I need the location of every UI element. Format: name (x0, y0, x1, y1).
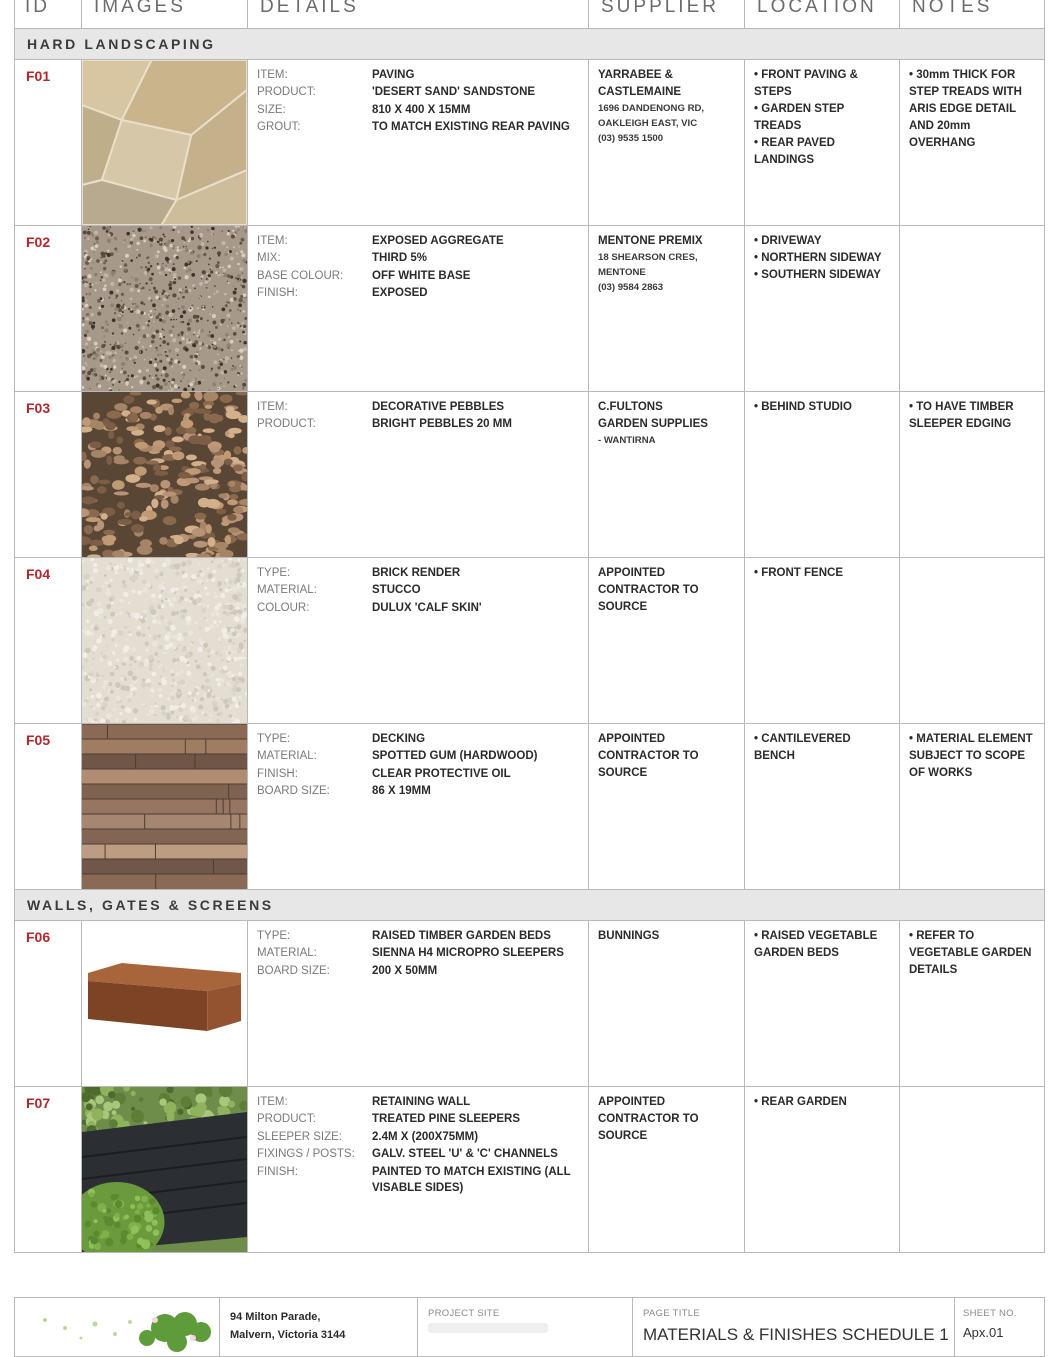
item-details (247, 921, 588, 1086)
item-image (81, 60, 247, 225)
location-line: LANDINGS (754, 154, 815, 166)
sheet-no: Apx.01 (963, 1325, 1004, 1340)
location-line: • RAISED VEGETABLE (754, 930, 878, 942)
detail-value: 200 X 50MM (372, 964, 438, 977)
timber-sleeper-image (82, 921, 247, 1086)
detail-value: DECORATIVE PEBBLES (372, 401, 505, 413)
item-details (247, 60, 588, 225)
item-id: F07 (26, 1095, 51, 1111)
detail-label: SIZE: (257, 103, 286, 116)
item-id: F06 (26, 929, 51, 945)
detail-label: ITEM: (257, 1096, 288, 1108)
page-title: MATERIALS & FINISHES SCHEDULE 1 (643, 1325, 949, 1344)
supplier-name-line: MENTONE PREMIX (598, 235, 703, 247)
item-id: F03 (26, 400, 51, 416)
supplier-name-line: SOURCE (598, 601, 648, 613)
item-id: F01 (26, 68, 51, 84)
table-row (14, 724, 1045, 890)
supplier-name-line: APPOINTED (598, 733, 666, 745)
notes-line: VEGETABLE GARDEN (909, 947, 1032, 959)
detail-value: SPOTTED GUM (HARDWOOD) (372, 750, 538, 763)
header-images: IMAGES (81, 0, 247, 28)
detail-label: MIX: (257, 252, 281, 265)
detail-label: TYPE: (257, 567, 291, 579)
detail-label: GROUT: (257, 121, 301, 134)
supplier-address-line: MENTONE (598, 267, 646, 278)
detail-label: TYPE: (257, 930, 291, 942)
item-location (744, 724, 899, 889)
detail-value: THIRD 5% (372, 252, 427, 265)
item-location (744, 558, 899, 723)
detail-label: ITEM: (257, 401, 288, 413)
item-id: F04 (26, 566, 51, 582)
detail-value: EXPOSED (372, 287, 428, 300)
item-supplier (588, 724, 744, 889)
detail-value: SIENNA H4 MICROPRO SLEEPERS (372, 947, 564, 960)
table-row (14, 921, 1045, 1087)
notes-line: • TO HAVE TIMBER (909, 401, 1014, 413)
table-row (14, 392, 1045, 558)
item-image (81, 392, 247, 557)
supplier-name-line: CASTLEMAINE (598, 86, 682, 98)
redacted-project-site (428, 1323, 548, 1333)
detail-value: PAVING (372, 69, 415, 81)
location-line: • CANTILEVERED (754, 733, 851, 745)
item-notes (899, 921, 1046, 1086)
item-supplier (588, 60, 744, 225)
supplier-name-line: APPOINTED (598, 1096, 666, 1108)
notes-line: OVERHANG (909, 137, 976, 149)
supplier-name-line: APPOINTED (598, 567, 666, 579)
item-supplier (588, 392, 744, 557)
pebbles-texture (82, 392, 247, 557)
location-line: • REAR GARDEN (754, 1096, 847, 1108)
title-block (14, 1297, 1045, 1357)
detail-value: STUCCO (372, 584, 421, 597)
item-location (744, 921, 899, 1086)
detail-value: BRICK RENDER (372, 567, 461, 579)
item-notes (899, 392, 1046, 557)
footer-sheet-no (954, 1298, 1044, 1356)
exposed-aggregate-texture (82, 226, 247, 391)
notes-line: SLEEPER EDGING (909, 418, 1012, 430)
item-details (247, 392, 588, 557)
detail-value: 2.4M X (200X75MM) (372, 1130, 479, 1143)
supplier-name-line: CONTRACTOR TO (598, 584, 699, 596)
location-line: • FRONT PAVING & (754, 69, 858, 81)
supplier-address-line: (03) 9535 1500 (598, 133, 664, 144)
stucco-texture (82, 558, 247, 723)
detail-label: COLOUR: (257, 601, 310, 614)
location-line: • FRONT FENCE (754, 567, 843, 579)
detail-value: DECKING (372, 733, 426, 745)
item-location (744, 392, 899, 557)
detail-label: MATERIAL: (257, 750, 317, 763)
item-image (81, 724, 247, 889)
supplier-name-line: SOURCE (598, 767, 648, 779)
supplier-name-line: C.FULTONS (598, 401, 663, 413)
item-location (744, 1087, 899, 1252)
location-line: TREADS (754, 120, 802, 132)
notes-line: • 30mm THICK FOR (909, 69, 1016, 81)
sandstone-paving-texture (82, 60, 247, 225)
detail-value: RETAINING WALL (372, 1096, 471, 1108)
location-line: • NORTHERN SIDEWAY (754, 252, 882, 264)
supplier-name-line: SOURCE (598, 1130, 648, 1142)
detail-label: PRODUCT: (257, 418, 316, 431)
notes-line: OF WORKS (909, 767, 973, 779)
header-location: LOCATION (744, 0, 899, 28)
detail-value: TO MATCH EXISTING REAR PAVING (372, 121, 570, 134)
footer-page-title (632, 1298, 954, 1356)
detail-label: MATERIAL: (257, 584, 317, 597)
footer-project-site (417, 1298, 632, 1356)
address-line-2: Malvern, Victoria 3144 (230, 1329, 346, 1341)
header-supplier: SUPPLIER (588, 0, 744, 28)
item-image (81, 226, 247, 391)
table-row (14, 226, 1045, 392)
detail-label: FINISH: (257, 767, 298, 780)
detail-label: FINISH: (257, 1165, 298, 1178)
location-line: • DRIVEWAY (754, 235, 822, 247)
table-header (14, 0, 1045, 29)
item-details (247, 558, 588, 723)
notes-line: DETAILS (909, 964, 958, 976)
item-image (81, 921, 247, 1086)
sheet-no-label: SHEET NO. (963, 1308, 1017, 1319)
location-line: • GARDEN STEP (754, 103, 845, 115)
table-row (14, 1087, 1045, 1253)
detail-label: ITEM: (257, 235, 288, 247)
supplier-address-line: - WANTIRNA (598, 435, 656, 446)
timber-decking-texture (82, 724, 247, 889)
detail-value: PAINTED TO MATCH EXISTING (ALL VISABLE SIDES) (372, 1165, 571, 1195)
detail-value: 'DESERT SAND' SANDSTONE (372, 86, 536, 99)
item-details (247, 1087, 588, 1252)
item-supplier (588, 1087, 744, 1252)
detail-value: TREATED PINE SLEEPERS (372, 1113, 521, 1126)
detail-value: 810 X 400 X 15MM (372, 103, 471, 116)
location-line: • REAR PAVED (754, 137, 835, 149)
notes-line: • MATERIAL ELEMENT (909, 733, 1033, 745)
page-title-label: PAGE TITLE (643, 1308, 701, 1319)
detail-label: FIXINGS / POSTS: (257, 1148, 355, 1161)
item-id: F02 (26, 234, 51, 250)
detail-label: BOARD SIZE: (257, 785, 330, 798)
supplier-address-line: (03) 9584 2863 (598, 282, 664, 293)
detail-value: BRIGHT PEBBLES 20 MM (372, 418, 512, 431)
footer-logo (15, 1298, 219, 1356)
table-row (14, 558, 1045, 724)
detail-value: CLEAR PROTECTIVE OIL (372, 767, 511, 780)
detail-value: 86 X 19MM (372, 785, 431, 798)
detail-label: PRODUCT: (257, 1113, 316, 1126)
supplier-name-line: BUNNINGS (598, 930, 660, 942)
detail-label: SLEEPER SIZE: (257, 1130, 343, 1143)
detail-label: ITEM: (257, 69, 288, 81)
item-supplier (588, 921, 744, 1086)
supplier-name-line: GARDEN SUPPLIES (598, 418, 708, 430)
detail-label: MATERIAL: (257, 947, 317, 960)
item-notes (899, 226, 1046, 391)
notes-line: ARIS EDGE DETAIL (909, 103, 1017, 115)
notes-line: AND 20mm (909, 120, 971, 132)
supplier-name-line: YARRABEE & (598, 69, 673, 81)
project-site-label: PROJECT SITE (428, 1308, 500, 1319)
schedule-table (14, 0, 1045, 1253)
item-notes (899, 1087, 1046, 1252)
location-line: BENCH (754, 750, 795, 762)
header-id: ID (25, 0, 50, 17)
detail-label: BOARD SIZE: (257, 964, 330, 977)
location-line: • BEHIND STUDIO (754, 401, 852, 413)
location-line: • SOUTHERN SIDEWAY (754, 269, 881, 281)
location-line: STEPS (754, 86, 792, 98)
item-supplier (588, 226, 744, 391)
location-line: GARDEN BEDS (754, 947, 839, 959)
section-header: WALLS, GATES & SCREENS (14, 890, 1045, 921)
item-image (81, 1087, 247, 1252)
detail-label: FINISH: (257, 287, 298, 300)
item-image (81, 558, 247, 723)
notes-line: STEP TREADS WITH (909, 86, 1022, 98)
detail-value: RAISED TIMBER GARDEN BEDS (372, 930, 551, 942)
supplier-name-line: CONTRACTOR TO (598, 1113, 699, 1125)
detail-label: PRODUCT: (257, 86, 316, 99)
header-details: DETAILS (247, 0, 588, 28)
supplier-address-line: OAKLEIGH EAST, VIC (598, 118, 698, 129)
item-supplier (588, 558, 744, 723)
header-notes: NOTES (899, 0, 1046, 28)
item-id: F05 (26, 732, 51, 748)
item-details (247, 724, 588, 889)
item-notes (899, 724, 1046, 889)
section-header: HARD LANDSCAPING (14, 29, 1045, 60)
detail-value: DULUX 'CALF SKIN' (372, 601, 482, 614)
item-notes (899, 60, 1046, 225)
supplier-address-line: 1696 DANDENONG RD, (598, 103, 705, 114)
detail-value: EXPOSED AGGREGATE (372, 235, 504, 247)
detail-value: GALV. STEEL 'U' & 'C' CHANNELS (372, 1148, 558, 1161)
supplier-name-line: CONTRACTOR TO (598, 750, 699, 762)
item-location (744, 60, 899, 225)
notes-line: SUBJECT TO SCOPE (909, 750, 1026, 762)
garden-logo-icon (15, 1298, 219, 1356)
supplier-address-line: 18 SHEARSON CRES, (598, 252, 698, 263)
item-location (744, 226, 899, 391)
notes-line: • REFER TO (909, 930, 975, 942)
retaining-wall-garden-image (82, 1087, 247, 1252)
detail-label: BASE COLOUR: (257, 269, 344, 282)
footer-address (219, 1298, 417, 1356)
detail-label: TYPE: (257, 733, 291, 745)
item-details (247, 226, 588, 391)
detail-value: OFF WHITE BASE (372, 269, 471, 282)
address-line-1: 94 Milton Parade, (230, 1311, 321, 1323)
item-notes (899, 558, 1046, 723)
table-row (14, 60, 1045, 226)
